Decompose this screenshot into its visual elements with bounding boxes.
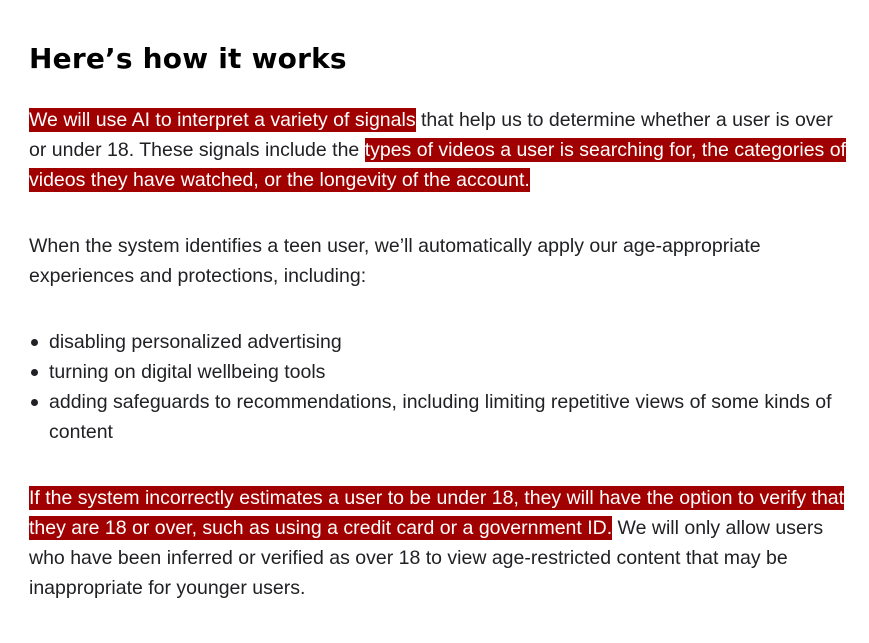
- list-item: [29, 357, 849, 387]
- highlight-signals: We will use AI to interpret a variety of signals: [29, 109, 416, 131]
- bullet-icon: [31, 369, 38, 376]
- protections-list: [29, 327, 849, 447]
- paragraph-verification: [29, 483, 849, 603]
- highlight-verification: If the system incorrectly estimates a user to be under 18, they will have the option to verify that they are 18 or over, such as using a credit card or a government ID.: [29, 487, 845, 539]
- paragraph-signals-text: that help us to determine whether a user is over or under 18. These signals include the: [29, 109, 833, 161]
- list-item-text: disabling personalized advertising: [49, 331, 342, 353]
- bullet-icon: [31, 399, 38, 406]
- list-item: [29, 327, 849, 357]
- article: [29, 40, 849, 603]
- list-item: [29, 387, 849, 447]
- bullet-icon: [31, 339, 38, 346]
- paragraph-verification-text: We will only allow users who have been inferred or verified as over 18 to view age-restricted content that may be inappropriate for younger users.: [29, 517, 824, 599]
- list-item-text: turning on digital wellbeing tools: [49, 361, 326, 383]
- list-item-text: adding safeguards to recommendations, including limiting repetitive views of some kinds of content: [49, 391, 832, 443]
- paragraph-signals: [29, 105, 849, 195]
- highlight-signal-types: types of videos a user is searching for, the categories of videos they have watched, or the longevity of the account.: [29, 139, 846, 191]
- section-heading: Here’s how it works: [29, 42, 347, 75]
- paragraph-teen-user: When the system identifies a teen user, we’ll automatically apply our age-appropriate experiences and protections, including:: [29, 235, 761, 287]
